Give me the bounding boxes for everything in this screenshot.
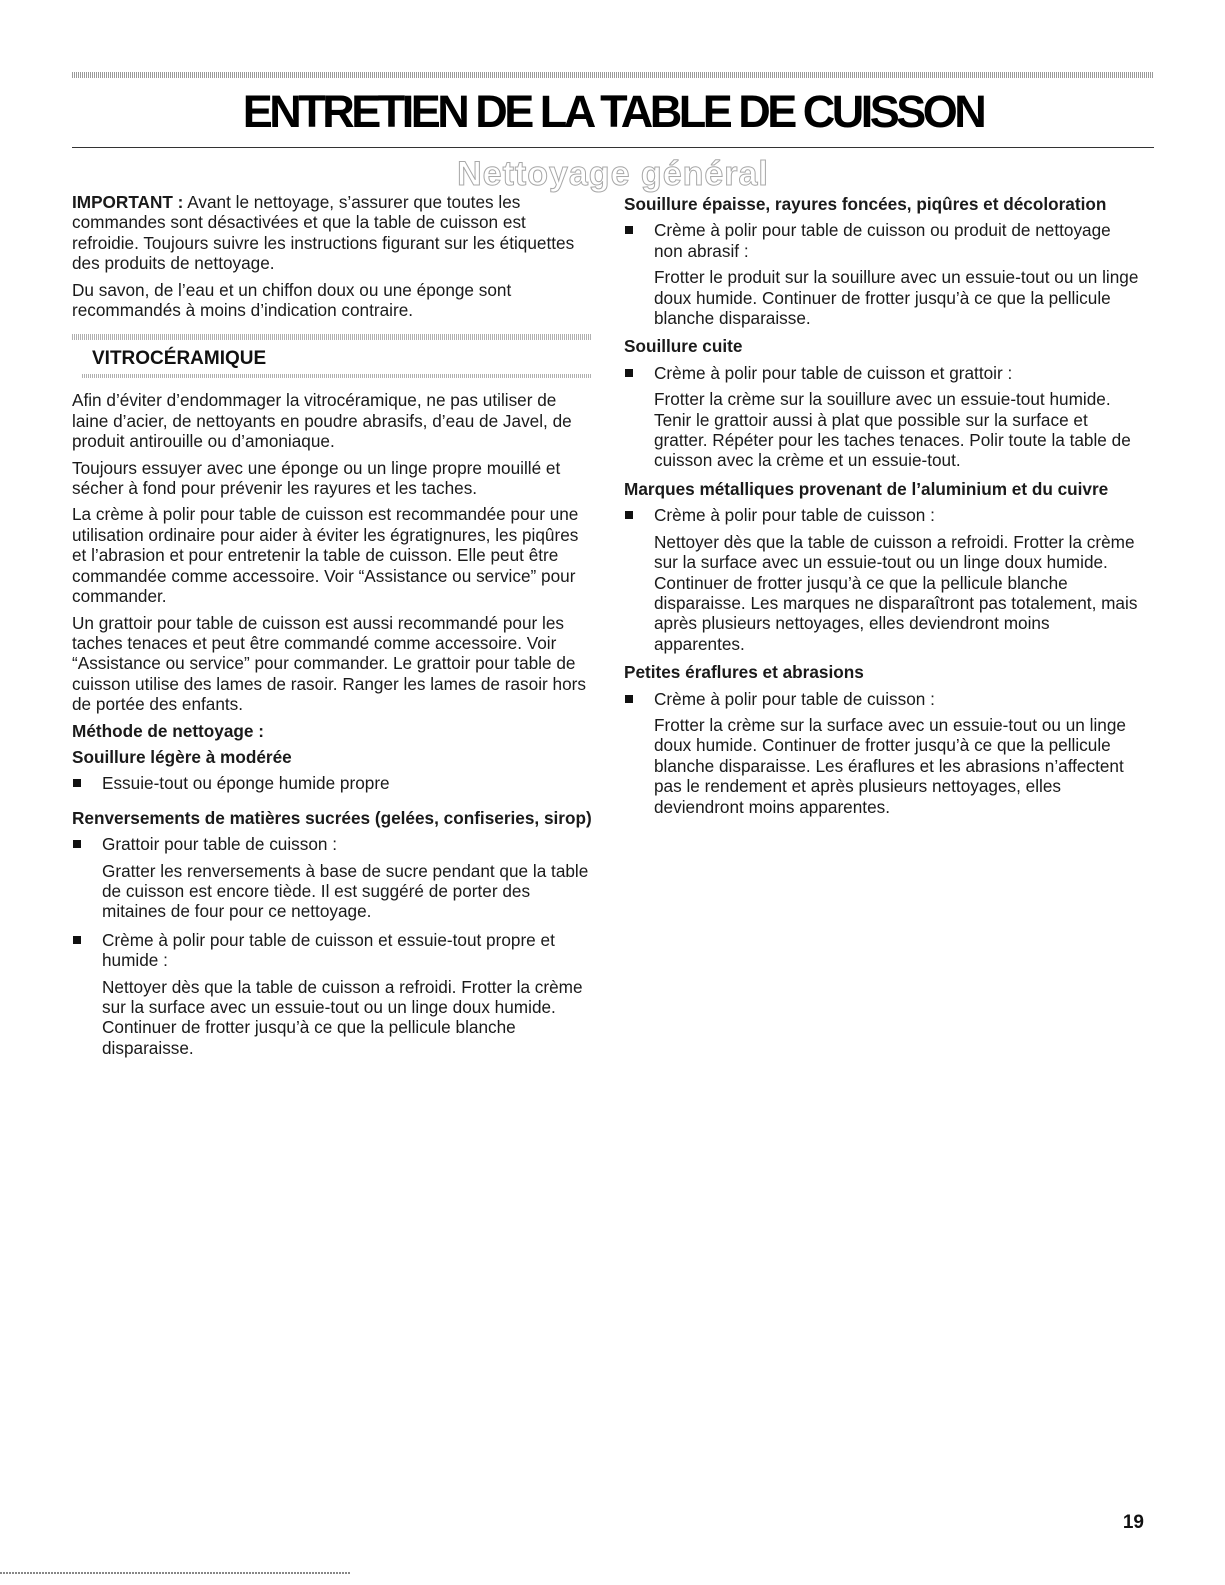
list-item	[624, 505, 1144, 525]
bullet-icon	[73, 779, 81, 787]
list-item	[72, 773, 592, 793]
important-paragraph	[72, 192, 592, 274]
list-item-text: Crème à polir pour table de cuisson ou produit de nettoyage non abrasif :	[654, 220, 1111, 261]
heavy-soil-heading: Souillure épaisse, rayures foncées, piqûres et décoloration	[624, 194, 1107, 214]
paragraph: Toujours essuyer avec une éponge ou un linge propre mouillé et sécher à fond pour prévenir les rayures et les taches.	[72, 457, 561, 499]
list-item-text: Essuie-tout ou éponge humide propre	[102, 773, 390, 794]
subsection-title: VITROCÉRAMIQUE	[92, 348, 267, 370]
bullet-icon	[625, 695, 633, 703]
instruction-text: Frotter la crème sur la souillure avec un essuie-tout humide. Tenir le grattoir aussi à plat que possible sur la surface et gratter. Répéter pour les taches tenaces. Polir toute la table de cuisson avec la crème et un essuie-tout.	[654, 389, 1131, 471]
bottom-rule	[0, 1572, 350, 1574]
right-column	[624, 192, 1144, 825]
title-rule	[72, 147, 1154, 148]
paragraph: La crème à polir pour table de cuisson est recommandée pour une utilisation ordinaire pour aider à éviter les égratignures, les piqûres et l’abrasion et pour entretenir la table de cuisson. Elle peut être commandée comme accessoire. Voir “Assistance ou service” pour commander.	[72, 504, 579, 607]
bullet-icon	[625, 369, 633, 377]
list-item-text: Crème à polir pour table de cuisson et essuie-tout propre et humide :	[102, 929, 555, 971]
left-column	[72, 192, 592, 1066]
list-item	[624, 363, 1144, 383]
sugar-spill-heading: Renversements de matières sucrées (gelées, confiseries, sirop)	[72, 807, 592, 828]
list-item-text: Grattoir pour table de cuisson :	[102, 834, 338, 855]
metal-marks-heading: Marques métalliques provenant de l’aluminium et du cuivre	[624, 478, 1109, 499]
instruction-text: Frotter le produit sur la souillure avec un essuie-tout ou un linge doux humide. Continuer de frotter jusqu’à ce que la pellicule blanche disparaisse.	[654, 267, 1139, 329]
instruction-text: Nettoyer dès que la table de cuisson a refroidi. Frotter la crème sur la surface avec un essuie-tout ou un linge doux humide. Continuer de frotter jusqu’à ce que la pellicule blanche disparaisse.	[102, 976, 583, 1058]
bullet-icon	[73, 840, 81, 848]
bullet-icon	[625, 226, 633, 234]
instruction-text: Frotter la crème sur la surface avec un essuie-tout ou un linge doux humide. Continuer de frotter jusqu’à ce que la pellicule blanche disparaisse. Les éraflures et les abrasions n’affectent pas le rendement et après plusieurs nettoyages, elles deviendront moins apparentes.	[654, 714, 1126, 817]
bullet-icon	[625, 511, 633, 519]
list-item	[624, 689, 1144, 709]
burned-soil-heading: Souillure cuite	[624, 336, 743, 357]
important-text: Avant le nettoyage, s’assurer que toutes les commandes sont désactivées et que la table de cuisson est refroidie. Toujours suivre les instructions figurant sur les étiquettes des produits de nettoyage.	[72, 192, 575, 274]
paragraph: Afin d’éviter d’endommager la vitrocéramique, ne pas utiliser de laine d’acier, de nettoyants en poudre abrasifs, d’eau de Javel, de produit antirouille ou d’amoniaque.	[72, 390, 572, 452]
subsection-heading	[72, 334, 592, 378]
light-soil-heading: Souillure légère à modérée	[72, 746, 292, 767]
paragraph: Un grattoir pour table de cuisson est aussi recommandé pour les taches tenaces et peut être commandé comme accessoire. Voir “Assistance ou service” pour commander. Le grattoir pour table de cuisson utilise des lames de rasoir. Ranger les lames de rasoir hors de portée des enfants.	[72, 612, 586, 715]
important-label: IMPORTANT :	[72, 192, 184, 212]
subsection-bottom-rule	[82, 374, 592, 378]
list-item-text: Crème à polir pour table de cuisson et grattoir :	[654, 362, 1013, 383]
top-dotted-rule	[72, 72, 1154, 78]
list-item	[72, 930, 592, 971]
page-title: ENTRETIEN DE LA TABLE DE CUISSON	[242, 86, 984, 137]
list-item-text: Crème à polir pour table de cuisson :	[654, 505, 935, 526]
list-item	[624, 220, 1144, 261]
bullet-icon	[73, 936, 81, 944]
page-number: 19	[1122, 1512, 1144, 1533]
list-item-text: Crème à polir pour table de cuisson :	[654, 688, 935, 709]
scratches-heading: Petites éraflures et abrasions	[624, 662, 864, 683]
intro-paragraph: Du savon, de l’eau et un chiffon doux ou une éponge sont recommandés à moins d’indication contraire.	[72, 279, 512, 321]
section-title: Nettoyage général	[457, 155, 769, 193]
method-heading: Méthode de nettoyage :	[72, 720, 264, 741]
instruction-text: Nettoyer dès que la table de cuisson a refroidi. Frotter la crème sur la surface avec un essuie-tout ou un linge doux humide. Continuer de frotter jusqu’à ce que la pellicule blanche disparaisse. Les marques ne disparaîtront pas totalement, mais après plusieurs nettoyages, elles deviendront moins apparentes.	[654, 531, 1138, 654]
instruction-text: Gratter les renversements à base de sucre pendant que la table de cuisson est encore tiède. Il est suggéré de porter des mitaines de four pour ce nettoyage.	[102, 860, 589, 922]
list-item	[72, 834, 592, 854]
